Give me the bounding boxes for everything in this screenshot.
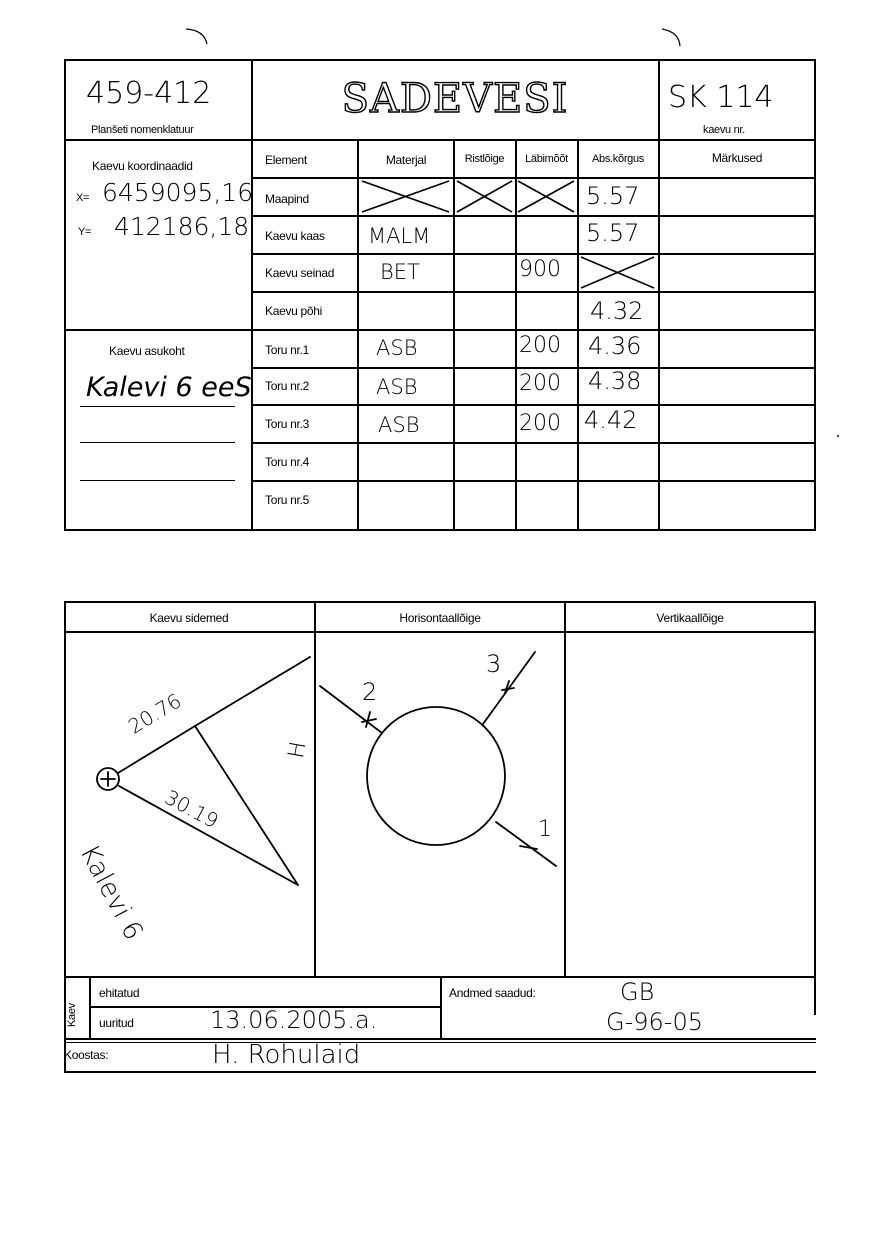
well-label: kaevu nr. (703, 124, 745, 136)
cell-diameter: 200 (519, 411, 561, 436)
row-label: Toru nr.5 (265, 493, 309, 507)
plansheet-label: Planšeti nomenklatuur (91, 124, 194, 136)
y-coordinate: 412186,18 (114, 212, 250, 241)
x-prefix: X= (76, 192, 90, 204)
cell-height: 5.57 (586, 219, 640, 247)
cell-height: 4.32 (590, 297, 644, 325)
cell-height: 4.38 (588, 367, 642, 395)
page-title: SADEVESI (341, 76, 569, 122)
well-number: SK 114 (668, 80, 774, 115)
cell-height: 5.57 (586, 182, 640, 210)
compiled-label: Koostas: (64, 1048, 109, 1062)
pipe-label-2: 2 (362, 678, 378, 706)
location-label: Kaevu asukoht (109, 344, 185, 358)
coordinates-label: Kaevu koordinaadid (92, 159, 193, 173)
data-received-label: Andmed saadud: (449, 986, 536, 1000)
sketch-header-links: Kaevu sidemed (149, 611, 229, 625)
surveyed-date: 13.06.2005.a. (210, 1006, 378, 1034)
pipe-label-3: 3 (486, 650, 502, 678)
cell-height: 4.36 (588, 332, 642, 360)
sketch-header-vertical: Vertikaallõige (656, 611, 724, 625)
row-label: Kaevu seinad (265, 266, 335, 280)
col-header-cross: Ristlõige (464, 153, 505, 165)
col-header-notes: Märkused (711, 151, 763, 165)
x-coordinate: 6459095,16 (102, 178, 254, 207)
row-label: Kaevu kaas (265, 229, 325, 243)
row-label: Toru nr.1 (265, 343, 309, 357)
col-header-height: Abs.kõrgus (591, 153, 645, 165)
data-received-value-1: GB (620, 978, 655, 1006)
col-header-material: Materjal (385, 153, 427, 167)
cell-diameter: 200 (519, 371, 561, 396)
cell-material: ASB (376, 375, 418, 399)
row-label: Toru nr.2 (265, 379, 309, 393)
side-label: H (284, 739, 312, 761)
cell-material: ASB (378, 413, 420, 437)
col-header-element: Element (265, 153, 307, 167)
well-side-label: Kaev (66, 1003, 78, 1027)
cell-material: MALM (368, 224, 431, 248)
col-header-diameter: Läbimõõt (525, 153, 568, 165)
distance-2: 30.19 (160, 785, 223, 834)
row-label: Toru nr.3 (265, 417, 309, 431)
cell-diameter: 200 (519, 333, 561, 358)
cell-material: ASB (376, 336, 418, 360)
compiled-value: H. Rohulaid (212, 1040, 361, 1070)
sketch-header-horizontal: Horisontaallõige (399, 611, 481, 625)
row-label: Kaevu põhi (265, 304, 323, 318)
built-label: ehitatud (99, 986, 140, 1000)
cell-material: BET (380, 260, 420, 284)
plansheet-value: 459-412 (86, 76, 212, 111)
pipe-label-1: 1 (538, 817, 552, 842)
distance-1: 20.76 (124, 688, 186, 739)
row-label: Toru nr.4 (265, 455, 309, 469)
row-label: Maapind (265, 192, 309, 206)
cell-height: 4.42 (584, 406, 638, 434)
data-received-value-2: G-96-05 (606, 1008, 703, 1036)
cell-diameter: 900 (519, 257, 561, 282)
street-label: Kalevi 6 (73, 840, 149, 946)
y-prefix: Y= (78, 226, 92, 238)
surveyed-label: uuritud (99, 1016, 134, 1030)
location-value: Kalevi 6 eeS (86, 372, 252, 403)
